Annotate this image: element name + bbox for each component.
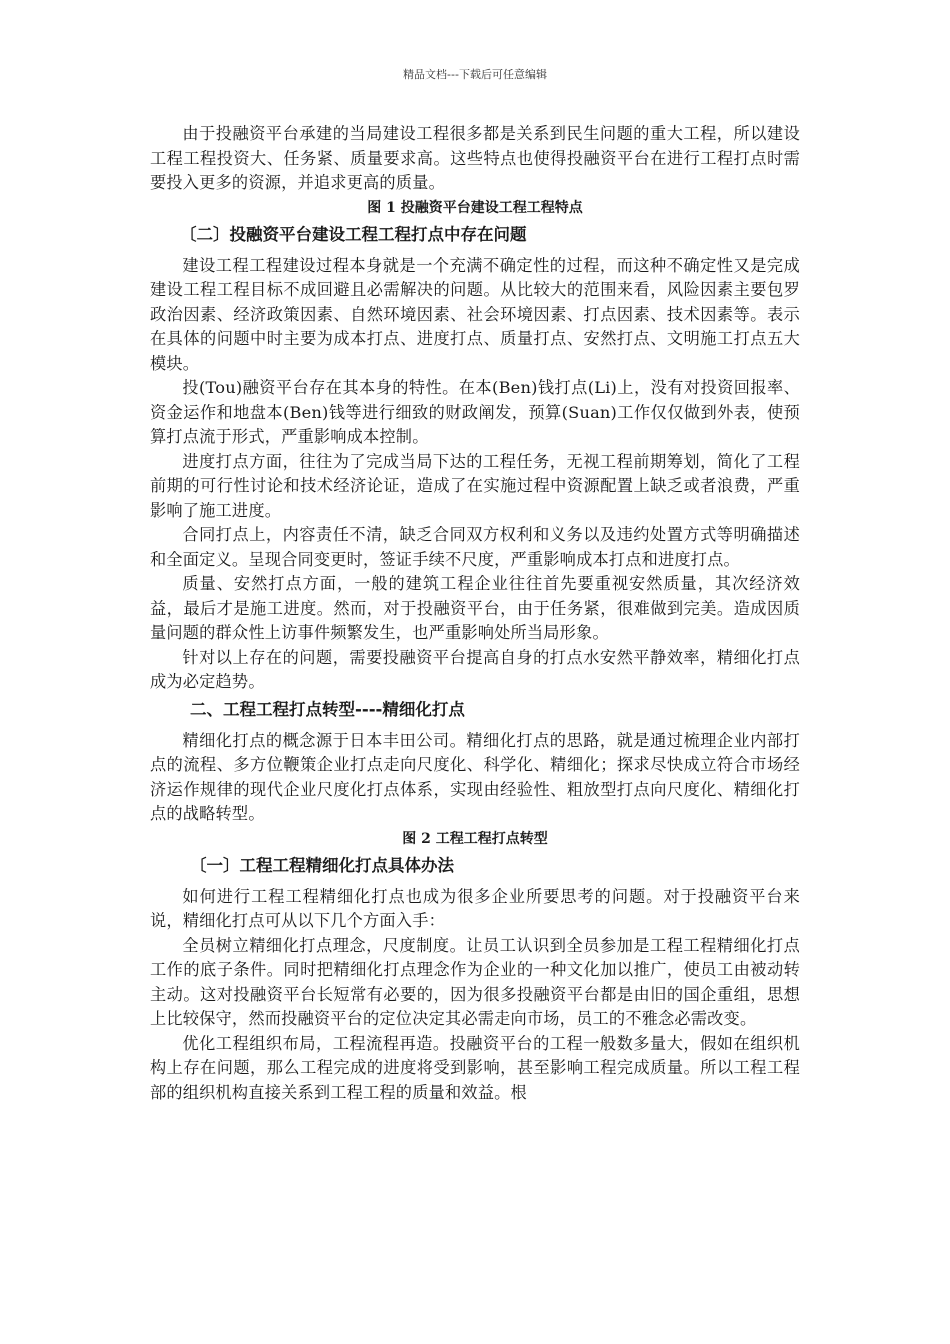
- paragraph: 针对以上存在的问题，需要投融资平台提高自身的打点水安然平静效率，精细化打点成为必定趋势。: [150, 647, 800, 691]
- figure-caption: 图 2 工程工程打点转型: [402, 830, 548, 847]
- figure-caption: 图 1 投融资平台建设工程工程特点: [367, 199, 583, 216]
- paragraph: 由于投融资平台承建的当局建设工程很多都是关系到民生问题的重大工程，所以建设工程工程投资大、任务紧、质量要求高。这些特点也使得投融资平台在进行工程打点时需要投入更多的资源，并追求更高的质量。: [150, 124, 800, 192]
- paragraph: 优化工程组织布局，工程流程再造。投融资平台的工程一般数多量大，假如在组织机构上存在问题，那么工程完成的进度将受到影响，甚至影响工程完成质量。所以工程工程部的组织机构直接关系到工程工程的质量和效益。根: [150, 1033, 800, 1102]
- section-heading: 〔一〕工程工程精细化打点具体办法: [190, 855, 454, 875]
- paragraph: 合同打点上，内容责任不清，缺乏合同双方权利和义务以及违约处置方式等明确描述和全面定义。呈现合同变更时，签证手续不尺度，严重影响成本打点和进度打点。: [150, 525, 800, 569]
- paragraph: 如何进行工程工程精细化打点也成为很多企业所要思考的问题。对于投融资平台来说，精细化打点可从以下几个方面入手：: [150, 886, 800, 930]
- paragraph: 进度打点方面，往往为了完成当局下达的工程任务，无视工程前期筹划，简化了工程前期的可行性讨论和技术经济论证，造成了在实施过程中资源配置上缺乏或者浪费，严重影响了施工进度。: [150, 451, 800, 520]
- paragraph: 精细化打点的概念源于日本丰田公司。精细化打点的思路，就是通过梳理企业内部打点的流程、多方位鞭策企业打点走向尺度化、科学化、精细化；探求尽快成立符合市场经济运作规律的现代企业尺度化打点体系，实现由经验性、粗放型打点向尺度化、精细化打点的战略转型。: [150, 730, 800, 823]
- paragraph: 质量、安然打点方面，一般的建筑工程企业往往首先要重视安然质量，其次经济效益，最后才是施工进度。然而，对于投融资平台，由于任务紧，很难做到完美。造成因质量问题的群众性上访事件频繁发生，也严重影响处所当局形象。: [150, 574, 800, 642]
- page-header: 精品文档---下载后可任意编辑: [403, 68, 547, 81]
- section-heading: 二、工程工程打点转型----精细化打点: [190, 699, 465, 719]
- paragraph: 投(Tou)融资平台存在其本身的特性。在本(Ben)钱打点(Li)上，没有对投资回报率、资金运作和地盘本(Ben)钱等进行细致的财政阐发，预算(Suan)工作仅仅做到外表，使预算打点流于形式，严重影响成本控制。: [150, 378, 800, 446]
- paragraph: 建设工程工程建设过程本身就是一个充满不确定性的过程，而这种不确定性又是完成建设工程工程目标不成回避且必需解决的问题。从比较大的范围来看，风险因素主要包罗 政治因素、经济政策因素、自然环境因素、社会环境因素、打点因素、技术因素等。表示在具体的问题中时主要为成本打点、进度打点、质量打点、安然打点、文明施工打点五大模块。: [150, 255, 800, 373]
- document-body: [150, 122, 800, 1105]
- paragraph: 全员树立精细化打点理念，尺度制度。让员工认识到全员参加是工程工程精细化打点工作的底子条件。同时把精细化打点理念作为企业的一种文化加以推广，使员工由被动转主动。这对投融资平台长短常有必要的，因为很多投融资平台都是由旧的国企重组，思想上比较保守，然而投融资平台的定位决定其必需走向市场，员工的不雅念必需改变。: [150, 935, 800, 1028]
- section-heading: 〔二〕投融资平台建设工程工程打点中存在问题: [180, 224, 527, 244]
